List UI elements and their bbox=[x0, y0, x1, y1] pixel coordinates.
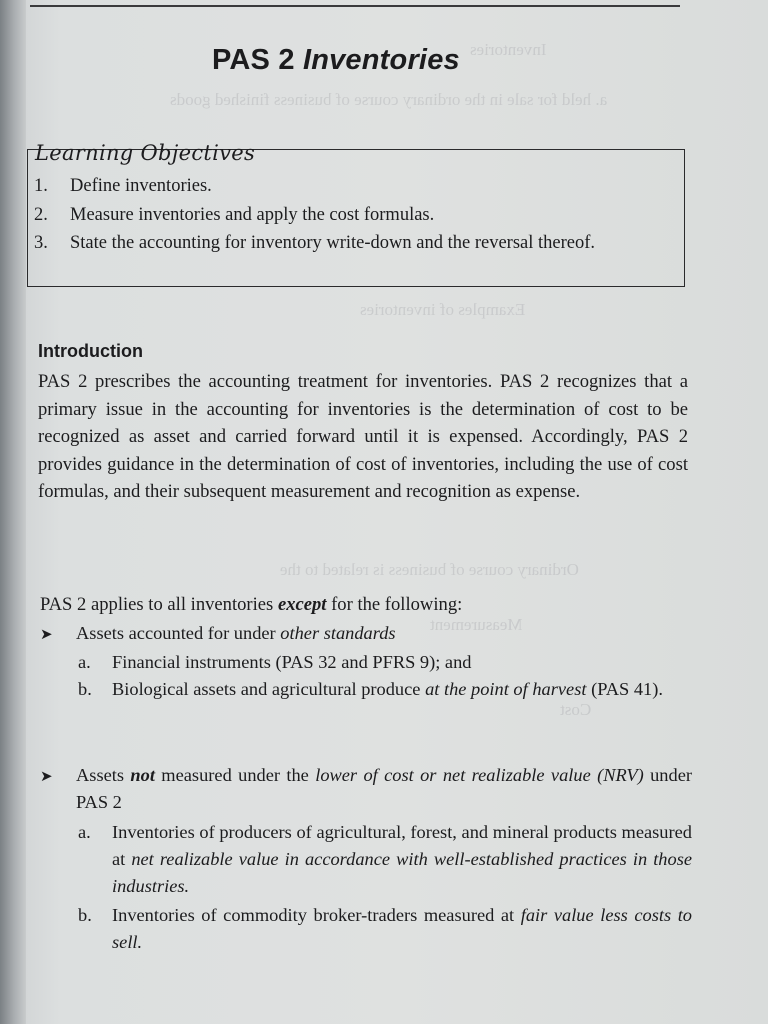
scope-lead-before: PAS 2 applies to all inventories bbox=[40, 594, 278, 615]
sub-item bbox=[40, 819, 692, 900]
bleed-through-text: Inventories bbox=[470, 40, 547, 59]
bullet-text bbox=[40, 762, 692, 816]
learning-objectives-list bbox=[32, 172, 680, 258]
sub-item-text: Inventories of producers of agricultural, forest, and mineral products measured at bbox=[112, 822, 692, 869]
objective-text: State the accounting for inventory write-down and the reversal thereof. bbox=[70, 233, 596, 253]
objective-text: Define inventories. bbox=[70, 176, 212, 196]
objective-number: 3. bbox=[34, 233, 48, 253]
bleed-through-text: a. held for sale in the ordinary course of business finished goods bbox=[170, 90, 608, 109]
title-prefix: PAS 2 bbox=[212, 44, 295, 76]
scope-bullet-other-standards bbox=[40, 620, 692, 703]
learning-objectives-heading: Learning Objectives bbox=[35, 141, 256, 165]
arrow-bullet-icon: ➤ bbox=[40, 767, 53, 785]
bullet-text-emphasis: not bbox=[130, 765, 155, 785]
objective-item bbox=[32, 201, 680, 230]
bullet-text-mid: measured under the bbox=[154, 765, 316, 785]
sub-item-letter: a. bbox=[78, 652, 91, 672]
bullet-text-after: under PAS 2 bbox=[76, 765, 692, 812]
objective-number: 1. bbox=[34, 176, 48, 196]
sub-item-letter: a. bbox=[78, 822, 91, 842]
introduction-paragraph: PAS 2 prescribes the accounting treatment for inventories. PAS 2 recognizes that a primary issue in the accounting for inventories is the determination of cost to be recognized as asset and carried forward until it is expensed. Accordingly, PAS 2 provides guidance in the determination of cost of inventories, including the use of cost formulas, and their subsequent measurement and recognition as expense. bbox=[38, 371, 688, 503]
scope-bullet-not-nrv bbox=[40, 762, 692, 956]
sub-item bbox=[40, 649, 692, 676]
sub-item-text-italic: at the point of harvest bbox=[425, 679, 587, 699]
bullet-text-plain: Assets accounted for under bbox=[76, 623, 281, 643]
bleed-through-text: Examples of inventories bbox=[360, 300, 526, 319]
sub-item-text-after: (PAS 41). bbox=[586, 679, 663, 699]
objective-item bbox=[32, 229, 680, 258]
sub-item-letter: b. bbox=[78, 905, 92, 925]
objective-number: 2. bbox=[34, 204, 48, 225]
sub-item-text: Biological assets and agricultural produce bbox=[112, 679, 426, 699]
bleed-through-text: Ordinary course of business is related to the bbox=[280, 560, 579, 579]
sub-item-text: Inventories of commodity broker-traders measured at bbox=[112, 905, 521, 925]
bullet-text-plain: Assets bbox=[76, 765, 131, 785]
bleed-through-text: Measurement bbox=[430, 615, 523, 634]
sub-item-text-italic: net realizable value in accordance with well-established practices in those industries. bbox=[112, 849, 693, 896]
objective-text: Measure inventories and apply the cost formulas. bbox=[70, 204, 435, 225]
bullet-text-italic: other standards bbox=[280, 623, 396, 643]
introduction-heading: Introduction bbox=[38, 341, 143, 361]
page-title bbox=[212, 44, 460, 77]
sub-item bbox=[40, 902, 692, 956]
bullet-text-italic: lower of cost or net realizable value (NRV) bbox=[315, 765, 644, 785]
arrow-bullet-icon: ➤ bbox=[40, 625, 53, 643]
bullet-text bbox=[40, 620, 692, 647]
scope-lead-emphasis: except bbox=[277, 594, 327, 615]
sub-item-text-italic: fair value less costs to sell. bbox=[112, 905, 693, 952]
sub-item bbox=[40, 676, 692, 703]
page-gutter-shadow bbox=[0, 0, 26, 1024]
top-rule bbox=[30, 5, 680, 7]
bleed-through-text: Cost bbox=[560, 700, 592, 719]
scope-lead-sentence bbox=[40, 594, 462, 616]
sub-item-letter: b. bbox=[78, 679, 92, 699]
title-italic: Inventories bbox=[302, 44, 460, 76]
scope-lead-after: for the following: bbox=[326, 594, 463, 615]
objective-item bbox=[32, 172, 680, 201]
sub-item-text: Financial instruments (PAS 32 and PFRS 9); and bbox=[112, 652, 472, 672]
